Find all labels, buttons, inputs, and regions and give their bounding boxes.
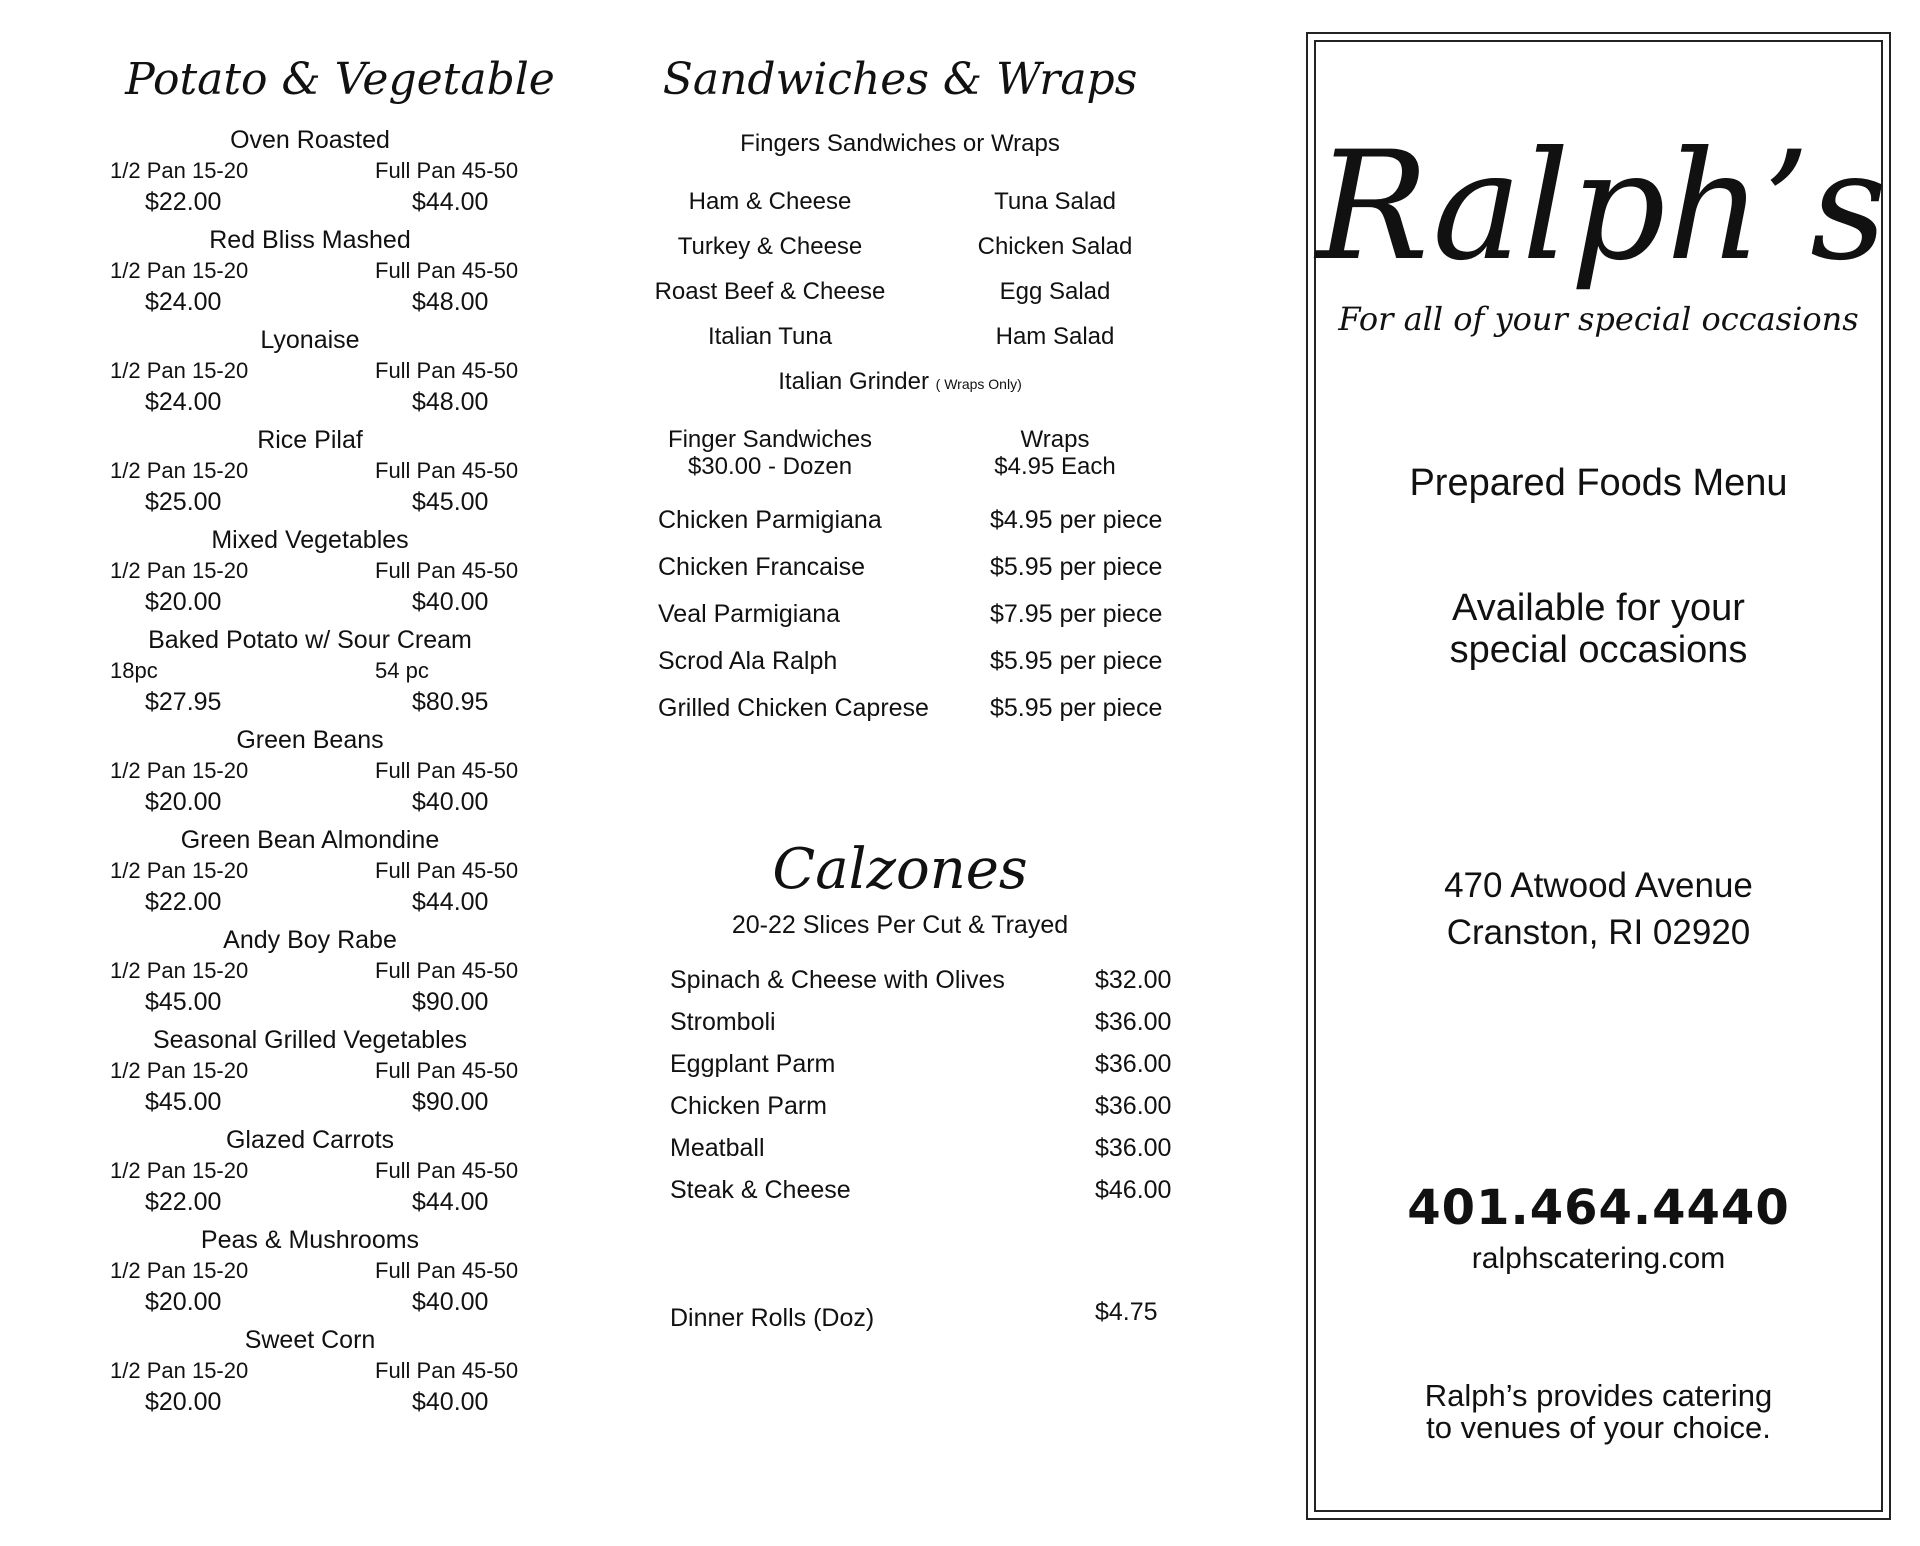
full-pan-size: Full Pan 45-50: [375, 958, 519, 983]
full-pan-size: Full Pan 45-50: [375, 858, 519, 883]
calzone-row: [640, 1050, 1200, 1092]
half-pan-size: 1/2 Pan 15-20: [110, 1158, 249, 1183]
vegetable-name: Mixed Vegetables: [211, 526, 409, 554]
half-pan-size: 1/2 Pan 15-20: [110, 958, 249, 983]
cover-panel: [1306, 32, 1891, 1520]
sandwich-option: Egg Salad: [999, 278, 1111, 305]
full-pan-size: Full Pan 45-50: [375, 458, 519, 483]
sandwich-pricing: [640, 426, 1200, 506]
sandwiches-heading: Sandwiches & Wraps: [662, 54, 1138, 105]
full-pan-size: Full Pan 45-50: [375, 558, 519, 583]
half-pan-price: $27.95: [145, 688, 222, 716]
half-pan-price: $45.00: [145, 1088, 222, 1116]
entree-price: $7.95 per piece: [990, 600, 1163, 628]
entree-price: $4.95 per piece: [990, 506, 1163, 534]
address: [1316, 862, 1881, 956]
full-pan-price: $40.00: [412, 1288, 489, 1316]
grinder-note: ( Wraps Only): [935, 376, 1022, 392]
calzone-price: $36.00: [1095, 1134, 1172, 1162]
calzone-name: Chicken Parm: [670, 1092, 827, 1120]
calzone-row: [640, 966, 1200, 1008]
half-pan-price: $20.00: [145, 588, 222, 616]
sandwich-option: Chicken Salad: [977, 233, 1133, 260]
entree-name: Scrod Ala Ralph: [658, 647, 838, 675]
vegetable-item: [100, 526, 560, 626]
entree-row: [640, 506, 1200, 553]
full-pan-price: $40.00: [412, 588, 489, 616]
half-pan-price: $20.00: [145, 1288, 222, 1316]
availability-text: [1316, 587, 1881, 671]
half-pan-size: 1/2 Pan 15-20: [110, 158, 249, 183]
entree-name: Chicken Francaise: [658, 553, 866, 581]
italian-grinder: [620, 368, 1180, 396]
calzone-name: Eggplant Parm: [670, 1050, 836, 1078]
vegetable-name: Red Bliss Mashed: [209, 226, 411, 254]
vegetable-item: [100, 1326, 560, 1426]
vegetable-item: [100, 1026, 560, 1126]
full-pan-size: Full Pan 45-50: [375, 158, 519, 183]
half-pan-price: $22.00: [145, 1188, 222, 1216]
entree-row: [640, 600, 1200, 647]
vegetable-item: [100, 1226, 560, 1326]
website: ralphscatering.com: [1471, 1242, 1726, 1275]
half-pan-size: 1/2 Pan 15-20: [110, 1258, 249, 1283]
vegetable-item: [100, 726, 560, 826]
finger-price: $30.00 - Dozen: [687, 453, 853, 480]
sandwiches-column: [640, 50, 1200, 1338]
calzone-name: Stromboli: [670, 1008, 776, 1036]
calzones-subheading: 20-22 Slices Per Cut & Trayed: [731, 911, 1069, 939]
full-pan-size: Full Pan 45-50: [375, 258, 519, 283]
catering-note-line-1: Ralph’s provides catering: [1424, 1378, 1773, 1413]
vegetable-item: [100, 426, 560, 526]
vegetable-item: [100, 126, 560, 226]
full-pan-price: $44.00: [412, 188, 489, 216]
entree-row: [640, 647, 1200, 694]
calzone-list: [640, 966, 1200, 1218]
sandwich-option: Roast Beef & Cheese: [654, 278, 886, 305]
full-pan-price: $44.00: [412, 888, 489, 916]
vegetable-name: Oven Roasted: [230, 126, 390, 154]
full-pan-price: $90.00: [412, 1088, 489, 1116]
finger-sandwich-pricing: [640, 426, 900, 480]
calzone-price: $36.00: [1095, 1008, 1172, 1036]
half-pan-size: 18pc: [110, 658, 158, 683]
full-pan-size: Full Pan 45-50: [375, 358, 519, 383]
vegetable-item: [100, 626, 560, 726]
sandwich-option: Italian Tuna: [707, 323, 833, 350]
half-pan-size: 1/2 Pan 15-20: [110, 458, 249, 483]
vegetable-item: [100, 226, 560, 326]
half-pan-price: $45.00: [145, 988, 222, 1016]
half-pan-size: 1/2 Pan 15-20: [110, 1058, 249, 1083]
grinder-label: Italian Grinder: [778, 368, 929, 395]
full-pan-price: $48.00: [412, 288, 489, 316]
wrap-label: Wraps: [1020, 426, 1090, 453]
vegetable-name: Sweet Corn: [244, 1326, 376, 1354]
menu-title: Prepared Foods Menu: [1409, 462, 1788, 504]
entree-name: Veal Parmigiana: [658, 600, 841, 628]
entree-name: Grilled Chicken Caprese: [658, 694, 929, 722]
half-pan-size: 1/2 Pan 15-20: [110, 358, 249, 383]
full-pan-price: $80.95: [412, 688, 489, 716]
entree-price: $5.95 per piece: [990, 694, 1163, 722]
half-pan-price: $25.00: [145, 488, 222, 516]
calzone-price: $32.00: [1095, 966, 1172, 994]
wrap-pricing: [925, 426, 1185, 480]
full-pan-price: $48.00: [412, 388, 489, 416]
calzone-price: $46.00: [1095, 1176, 1172, 1204]
half-pan-price: $20.00: [145, 788, 222, 816]
address-line-2: Cranston, RI 02920: [1446, 913, 1751, 952]
sandwiches-subheading: Fingers Sandwiches or Wraps: [740, 130, 1060, 157]
calzone-name: Spinach & Cheese with Olives: [670, 966, 1005, 994]
tagline: For all of your special occasions: [1338, 300, 1859, 338]
sandwich-option: Turkey & Cheese: [677, 233, 863, 260]
entree-price: $5.95 per piece: [990, 647, 1163, 675]
full-pan-size: Full Pan 45-50: [375, 1258, 519, 1283]
vegetable-name: Green Bean Almondine: [180, 826, 440, 854]
full-pan-price: $40.00: [412, 788, 489, 816]
full-pan-price: $45.00: [412, 488, 489, 516]
wrap-price: $4.95 Each: [994, 453, 1116, 480]
sandwich-options: [640, 188, 1200, 368]
vegetable-item: [100, 1126, 560, 1226]
half-pan-size: 1/2 Pan 15-20: [110, 258, 249, 283]
vegetable-item: [100, 926, 560, 1026]
calzone-row: [640, 1176, 1200, 1218]
calzone-name: Meatball: [670, 1134, 765, 1162]
full-pan-size: Full Pan 45-50: [375, 758, 519, 783]
ralphs-logo: Ralph’s: [1316, 120, 1888, 294]
availability-line-1: Available for your: [1452, 587, 1745, 629]
address-line-1: 470 Atwood Avenue: [1444, 866, 1753, 905]
half-pan-price: $24.00: [145, 388, 222, 416]
catering-note-line-2: to venues of your choice.: [1426, 1410, 1771, 1445]
entree-row: [640, 694, 1200, 741]
full-pan-size: Full Pan 45-50: [375, 1358, 519, 1383]
vegetable-list: [100, 126, 560, 1426]
vegetable-name: Lyonaise: [260, 326, 360, 354]
potato-vegetable-column: [100, 50, 560, 1426]
calzone-name: Steak & Cheese: [670, 1176, 851, 1204]
calzone-row: [640, 1008, 1200, 1050]
sandwich-option: Ham Salad: [995, 323, 1115, 350]
phone-number: 401.464.4440: [1407, 1180, 1790, 1236]
potato-vegetable-heading: Potato & Vegetable: [125, 54, 555, 105]
full-pan-size: 54 pc: [375, 658, 429, 683]
full-pan-size: Full Pan 45-50: [375, 1058, 519, 1083]
dinner-rolls-name: Dinner Rolls (Doz): [670, 1304, 875, 1332]
half-pan-size: 1/2 Pan 15-20: [110, 1358, 249, 1383]
full-pan-price: $40.00: [412, 1388, 489, 1416]
half-pan-size: 1/2 Pan 15-20: [110, 558, 249, 583]
availability-line-2: special occasions: [1449, 629, 1748, 671]
entree-price: $5.95 per piece: [990, 553, 1163, 581]
calzone-price: $36.00: [1095, 1092, 1172, 1120]
calzone-price: $36.00: [1095, 1050, 1172, 1078]
vegetable-name: Seasonal Grilled Vegetables: [152, 1026, 468, 1054]
half-pan-price: $22.00: [145, 188, 222, 216]
vegetable-item: [100, 326, 560, 426]
cover-panel-inner-border: [1314, 40, 1888, 1512]
entree-row: [640, 553, 1200, 600]
half-pan-price: $24.00: [145, 288, 222, 316]
catering-note: [1316, 1380, 1881, 1444]
sandwich-option: Ham & Cheese: [688, 188, 852, 215]
calzone-row: [640, 1134, 1200, 1176]
entree-name: Chicken Parmigiana: [658, 506, 882, 534]
entree-list: [640, 506, 1200, 741]
vegetable-name: Green Beans: [236, 726, 384, 754]
vegetable-name: Baked Potato w/ Sour Cream: [148, 626, 472, 654]
half-pan-size: 1/2 Pan 15-20: [110, 858, 249, 883]
vegetable-name: Rice Pilaf: [257, 426, 363, 454]
calzone-row: [640, 1092, 1200, 1134]
vegetable-item: [100, 826, 560, 926]
half-pan-price: $20.00: [145, 1388, 222, 1416]
dinner-rolls-row: [640, 1298, 1200, 1338]
dinner-rolls-price: $4.75: [1095, 1298, 1158, 1326]
vegetable-name: Andy Boy Rabe: [223, 926, 397, 954]
full-pan-size: Full Pan 45-50: [375, 1158, 519, 1183]
full-pan-price: $44.00: [412, 1188, 489, 1216]
calzones-heading: Calzones: [772, 837, 1028, 902]
finger-label: Finger Sandwiches: [667, 426, 873, 453]
vegetable-name: Glazed Carrots: [225, 1126, 395, 1154]
half-pan-price: $22.00: [145, 888, 222, 916]
half-pan-size: 1/2 Pan 15-20: [110, 758, 249, 783]
sandwich-option: Tuna Salad: [994, 188, 1116, 215]
full-pan-price: $90.00: [412, 988, 489, 1016]
vegetable-name: Peas & Mushrooms: [200, 1226, 420, 1254]
